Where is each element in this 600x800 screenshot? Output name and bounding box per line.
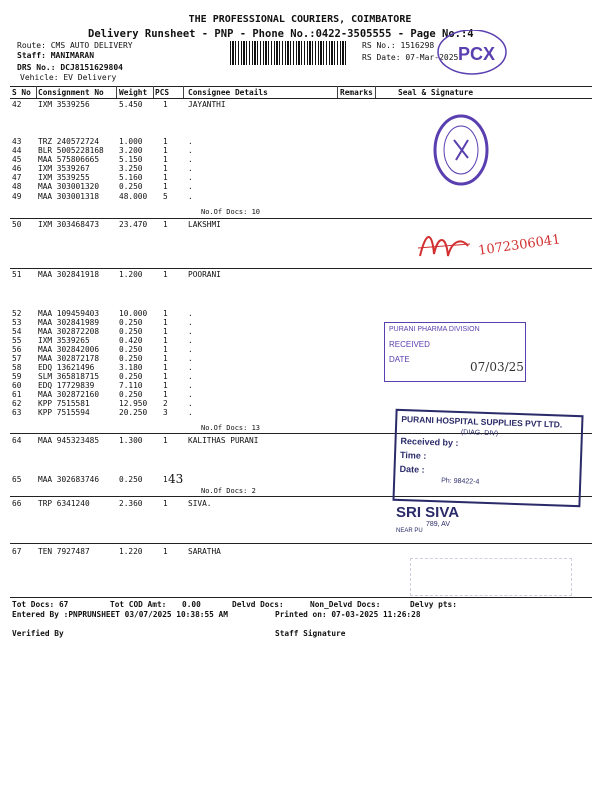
row-pcs: 1 bbox=[163, 363, 168, 372]
pcs-handwritten-note: 43 bbox=[168, 472, 184, 486]
row-sno: 54 bbox=[12, 327, 22, 336]
pcx-text: PCX bbox=[458, 44, 496, 64]
row-wt: 5.150 bbox=[119, 155, 143, 164]
row-cons: KPP 7515581 bbox=[38, 399, 90, 408]
row-sno: 63 bbox=[12, 408, 22, 417]
route-label: Route: CMS AUTO DELIVERY bbox=[17, 41, 133, 50]
docs-count-1: No.Of Docs: 10 bbox=[201, 208, 261, 216]
row-cons: TRP 6341240 bbox=[38, 499, 90, 508]
row-wt: 0.250 bbox=[119, 354, 143, 363]
row-pcs: 1 bbox=[163, 318, 168, 327]
non-delvd-docs: Non_Delvd Docs: bbox=[310, 600, 381, 609]
row-wt: 0.420 bbox=[119, 336, 143, 345]
row-sno: 51 bbox=[12, 270, 22, 279]
row-sno: 55 bbox=[12, 336, 22, 345]
row-wt: 3.250 bbox=[119, 164, 143, 173]
row-cons: IXM 3539265 bbox=[38, 336, 90, 345]
row-pcs: 1 bbox=[163, 390, 168, 399]
row-pcs: 1 bbox=[163, 182, 168, 191]
row-name: . bbox=[188, 408, 193, 417]
row-sno: 64 bbox=[12, 436, 22, 445]
row-sno: 58 bbox=[12, 363, 22, 372]
row-wt: 1.220 bbox=[119, 547, 143, 556]
row-sno: 60 bbox=[12, 381, 22, 390]
date-label: DATE bbox=[389, 355, 410, 364]
diag-div: (DIAG. DIV) bbox=[460, 429, 499, 438]
row-sno: 46 bbox=[12, 164, 22, 173]
row-name: . bbox=[188, 363, 193, 372]
row-sno: 43 bbox=[12, 137, 22, 146]
row-name: . bbox=[188, 390, 193, 399]
row-pcs: 5 bbox=[163, 192, 168, 201]
row-name: SARATHA bbox=[188, 547, 221, 556]
row-name: POORANI bbox=[188, 270, 221, 279]
row-name: . bbox=[188, 146, 193, 155]
row-pcs: 1 bbox=[163, 436, 168, 445]
row-sno: 57 bbox=[12, 354, 22, 363]
row-wt: 0.250 bbox=[119, 182, 143, 191]
barcode bbox=[230, 41, 348, 65]
row-wt: 1.300 bbox=[119, 436, 143, 445]
col-seal: Seal & Signature bbox=[398, 88, 474, 97]
entered-by: Entered By :PNPRUNSHEET 03/07/2025 10:38:55 AM bbox=[12, 610, 228, 619]
row-pcs: 1 bbox=[163, 547, 168, 556]
row-pcs: 1 bbox=[163, 354, 168, 363]
row-pcs: 1 bbox=[163, 336, 168, 345]
row-sno: 66 bbox=[12, 499, 22, 508]
row-wt: 0.250 bbox=[119, 475, 143, 484]
delvd-docs: Delvd Docs: bbox=[232, 600, 284, 609]
row-pcs: 1 bbox=[163, 155, 168, 164]
col-sno: S No bbox=[12, 88, 31, 97]
row-cons: MAA 303001320 bbox=[38, 182, 100, 191]
row-sno: 53 bbox=[12, 318, 22, 327]
row-pcs: 1 bbox=[163, 499, 168, 508]
handwritten-date: 07/03/25 bbox=[470, 360, 524, 374]
row-wt: 0.250 bbox=[119, 327, 143, 336]
row-name: . bbox=[188, 399, 193, 408]
tot-docs: Tot Docs: 67 bbox=[12, 600, 69, 609]
row-cons: MAA 302841989 bbox=[38, 318, 100, 327]
sri-siva-text: SRI SIVA bbox=[396, 504, 460, 521]
row-name: . bbox=[188, 192, 193, 201]
row-name: . bbox=[188, 309, 193, 318]
row-sno: 50 bbox=[12, 220, 22, 229]
row-cons: MAA 302842006 bbox=[38, 345, 100, 354]
drs-label: DRS No.: DCJ8151629804 bbox=[17, 63, 123, 72]
row-name: . bbox=[188, 381, 193, 390]
verified-by: Verified By bbox=[12, 629, 64, 638]
row-sno: 65 bbox=[12, 475, 22, 484]
row-name: . bbox=[188, 155, 193, 164]
received-label: RECEIVED bbox=[389, 340, 430, 349]
row-cons: MAA 945323485 bbox=[38, 436, 100, 445]
row-sno: 67 bbox=[12, 547, 22, 556]
row-pcs: 1 bbox=[163, 220, 168, 229]
faint-stamp bbox=[410, 558, 572, 596]
row-cons: KPP 7515594 bbox=[38, 408, 90, 417]
round-seal bbox=[428, 110, 494, 188]
row-name: . bbox=[188, 336, 193, 345]
row-wt: 23.470 bbox=[119, 220, 148, 229]
pcx-stamp bbox=[436, 30, 508, 78]
row-cons: MAA 302872178 bbox=[38, 354, 100, 363]
row-sno: 45 bbox=[12, 155, 22, 164]
row-pcs: 2 bbox=[163, 399, 168, 408]
row-name: KALITHAS PURANI bbox=[188, 436, 259, 445]
col-remarks: Remarks bbox=[340, 88, 373, 97]
row-name: . bbox=[188, 173, 193, 182]
row-pcs: 1 bbox=[163, 164, 168, 173]
row-cons: MAA 302841918 bbox=[38, 270, 100, 279]
row-pcs: 1 bbox=[163, 173, 168, 182]
row-wt: 5.160 bbox=[119, 173, 143, 182]
col-pcs: PCS bbox=[155, 88, 170, 97]
row-cons: BLR 5005228168 bbox=[38, 146, 104, 155]
row-name: JAYANTHI bbox=[188, 100, 226, 109]
row-wt: 7.110 bbox=[119, 381, 143, 390]
row-sno: 42 bbox=[12, 100, 22, 109]
row-pcs: 1 bbox=[163, 327, 168, 336]
row-name: SIVA. bbox=[188, 499, 212, 508]
row-wt: 10.000 bbox=[119, 309, 148, 318]
row-cons: EDQ 17729839 bbox=[38, 381, 95, 390]
row-sno: 62 bbox=[12, 399, 22, 408]
staff-label: Staff: MANIMARAN bbox=[17, 51, 95, 60]
sri-siva-no: 789, AV bbox=[426, 521, 451, 528]
row-name: . bbox=[188, 345, 193, 354]
received-by: Received by : bbox=[400, 435, 459, 448]
row-pcs: 1 bbox=[163, 270, 168, 279]
row-wt: 1.200 bbox=[119, 270, 143, 279]
row-name: . bbox=[188, 137, 193, 146]
col-details: Consignee Details bbox=[188, 88, 268, 97]
row-wt: 3.200 bbox=[119, 146, 143, 155]
row-pcs: 1 bbox=[163, 345, 168, 354]
row-cons: IXM 3539267 bbox=[38, 164, 90, 173]
vehicle-label: Vehicle: EV Delivery bbox=[20, 73, 117, 82]
docs-count-3: No.Of Docs: 2 bbox=[201, 487, 256, 495]
rs-date: RS Date: 07-Mar-2025 bbox=[362, 53, 459, 62]
row-pcs: 3 bbox=[163, 408, 168, 417]
rs-number: RS No.: 1516298 bbox=[362, 41, 435, 50]
row-wt: 1.000 bbox=[119, 137, 143, 146]
row-wt: 3.180 bbox=[119, 363, 143, 372]
col-weight: Weight bbox=[119, 88, 148, 97]
row-wt: 20.250 bbox=[119, 408, 148, 417]
row-wt: 2.360 bbox=[119, 499, 143, 508]
row-pcs: 1 bbox=[163, 100, 168, 109]
stamp-phone: Ph: 98422-4 bbox=[441, 477, 480, 486]
row-pcs: 1 bbox=[163, 372, 168, 381]
row-wt: 48.000 bbox=[119, 192, 148, 201]
row-cons: SLM 365818715 bbox=[38, 372, 100, 381]
row-cons: IXM 3539255 bbox=[38, 173, 90, 182]
row-cons: MAA 302683746 bbox=[38, 475, 100, 484]
row-cons: EDQ 13621496 bbox=[38, 363, 95, 372]
stamp-date-label: Date : bbox=[399, 463, 425, 475]
sri-siva-near: NEAR PU bbox=[396, 528, 423, 534]
row-wt: 0.250 bbox=[119, 372, 143, 381]
row-sno: 44 bbox=[12, 146, 22, 155]
row-name: . bbox=[188, 372, 193, 381]
row-cons: MAA 575806665 bbox=[38, 155, 100, 164]
sri-siva-stamp bbox=[396, 504, 459, 534]
row-sno: 47 bbox=[12, 173, 22, 182]
row-sno: 59 bbox=[12, 372, 22, 381]
row-pcs: 1 bbox=[163, 146, 168, 155]
row-wt: 0.250 bbox=[119, 318, 143, 327]
row-cons: TEN 7927487 bbox=[38, 547, 90, 556]
row-name: . bbox=[188, 318, 193, 327]
company-title: THE PROFESSIONAL COURIERS, COIMBATORE bbox=[188, 14, 412, 25]
docs-count-2: No.Of Docs: 13 bbox=[201, 424, 261, 432]
row-wt: 5.450 bbox=[119, 100, 143, 109]
time-label: Time : bbox=[399, 449, 427, 461]
row-sno: 56 bbox=[12, 345, 22, 354]
hospital-name: PURANI HOSPITAL SUPPLIES PVT LTD. bbox=[401, 413, 563, 430]
row-cons: MAA 303001318 bbox=[38, 192, 100, 201]
runsheet-subtitle: Delivery Runsheet - PNP - Phone No.:0422-3505555 - Page No.:4 bbox=[88, 28, 474, 40]
purani-pharma-text: PURANI PHARMA DIVISION bbox=[389, 326, 480, 333]
purani-hospital-stamp bbox=[392, 409, 583, 508]
row-pcs: 1 bbox=[163, 475, 168, 484]
row-sno: 48 bbox=[12, 182, 22, 191]
row-name: . bbox=[188, 327, 193, 336]
row-wt: 0.250 bbox=[119, 390, 143, 399]
delvy-pts: Delvy pts: bbox=[410, 600, 457, 609]
row-name: . bbox=[188, 164, 193, 173]
row-cons: MAA 302872208 bbox=[38, 327, 100, 336]
row-pcs: 1 bbox=[163, 309, 168, 318]
red-signature bbox=[416, 226, 472, 266]
row-cons: IXM 303468473 bbox=[38, 220, 100, 229]
printed-on: Printed on: 07-03-2025 11:26:28 bbox=[275, 610, 421, 619]
row-name: LAKSHMI bbox=[188, 220, 221, 229]
row-name: . bbox=[188, 182, 193, 191]
tot-cod-value: 0.00 bbox=[182, 600, 201, 609]
row-wt: 0.250 bbox=[119, 345, 143, 354]
row-cons: MAA 109459403 bbox=[38, 309, 100, 318]
row-name: . bbox=[188, 354, 193, 363]
row-pcs: 1 bbox=[163, 137, 168, 146]
row-cons: TRZ 240572724 bbox=[38, 137, 100, 146]
staff-signature: Staff Signature bbox=[275, 629, 346, 638]
row-cons: MAA 302872160 bbox=[38, 390, 100, 399]
row-sno: 49 bbox=[12, 192, 22, 201]
row-pcs: 1 bbox=[163, 381, 168, 390]
tot-cod-label: Tot COD Amt: bbox=[110, 600, 167, 609]
col-consignment: Consignment No bbox=[38, 88, 104, 97]
handwritten-phone: 1072306041 bbox=[477, 232, 562, 259]
row-sno: 52 bbox=[12, 309, 22, 318]
row-wt: 12.950 bbox=[119, 399, 148, 408]
row-sno: 61 bbox=[12, 390, 22, 399]
row-cons: IXM 3539256 bbox=[38, 100, 90, 109]
